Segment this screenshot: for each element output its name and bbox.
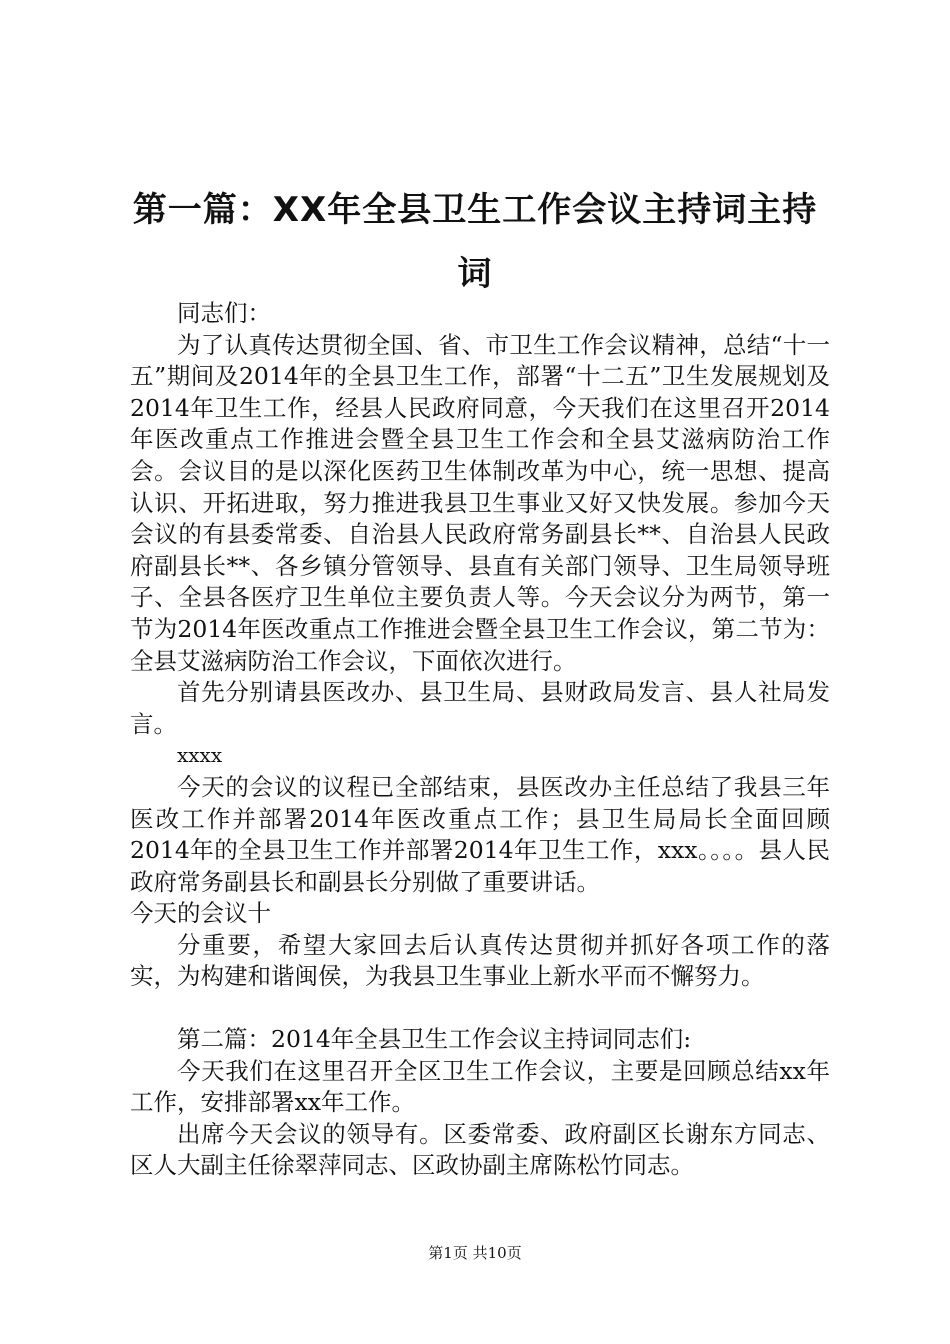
placeholder-line: xxxx (177, 743, 223, 768)
summary-continuation-line: 今天的会议十 (130, 899, 271, 928)
document-title: 第一篇：XX年全县卫生工作会议主持词主持词 (132, 190, 818, 294)
second-section-intro: 今天我们在这里召开全区卫生工作会议，主要是回顾总结xx年工作，安排部署xx年工作。 (130, 1056, 830, 1117)
salutation-paragraph: 同志们： (177, 299, 271, 327)
section-spacer (130, 993, 830, 1024)
second-section-heading: 第二篇：2014年全县卫生工作会议主持词同志们: (177, 1025, 692, 1054)
summary-paragraph: 今天的会议的议程已全部结束，县医改办主任总结了我县三年医改工作并部署2014年医改重点工作；县卫生局局长全面回顾2014年的全县卫生工作并部署2014年卫生工作，xxx。。。。县人民政府常务副县长和副县长分别做了重要讲话。 (130, 772, 830, 896)
opening-paragraph: 为了认真传达贯彻全国、省、市卫生工作会议精神，总结“十一五”期间及2014年的全县卫生工作，部署“十二五”卫生发展规划及2014年卫生工作，经县人民政府同意，今天我们在这里召开2014年医改重点工作推进会暨全县卫生工作会和全县艾滋病防治工作会。会议目的是以深化医药卫生体制改革为中心，统一思想、提高认识、开拓进取，努力推进我县卫生事业又好又快发展。参加今天会议的有县委常委、自治县人民政府常务副县长**、自治县人民政府副县长**、各乡镇分管领导、县直有关部门领导、卫生局领导班子、全县各医疗卫生单位主要负责人等。今天会议分为两节，第一节为2014年医改重点工作推进会暨全县卫生工作会议，第二节为：全县艾滋病防治工作会议，下面依次进行。 (130, 330, 830, 675)
speaker-paragraph: 首先分别请县医改办、县卫生局、县财政局发言、县人社局发言。 (130, 678, 830, 738)
page-number-footer: 第1页 共10页 (428, 1244, 522, 1262)
document-body (130, 298, 830, 1182)
closing-paragraph: 分重要，希望大家回去后认真传达贯彻并抓好各项工作的落实，为构建和谐闽侯，为我县卫生事业上新水平而不懈努力。 (130, 930, 830, 991)
attendees-paragraph: 出席今天会议的领导有。区委常委、政府副区长谢东方同志、区人大副主任徐翠萍同志、区政协副主席陈松竹同志。 (130, 1119, 830, 1180)
